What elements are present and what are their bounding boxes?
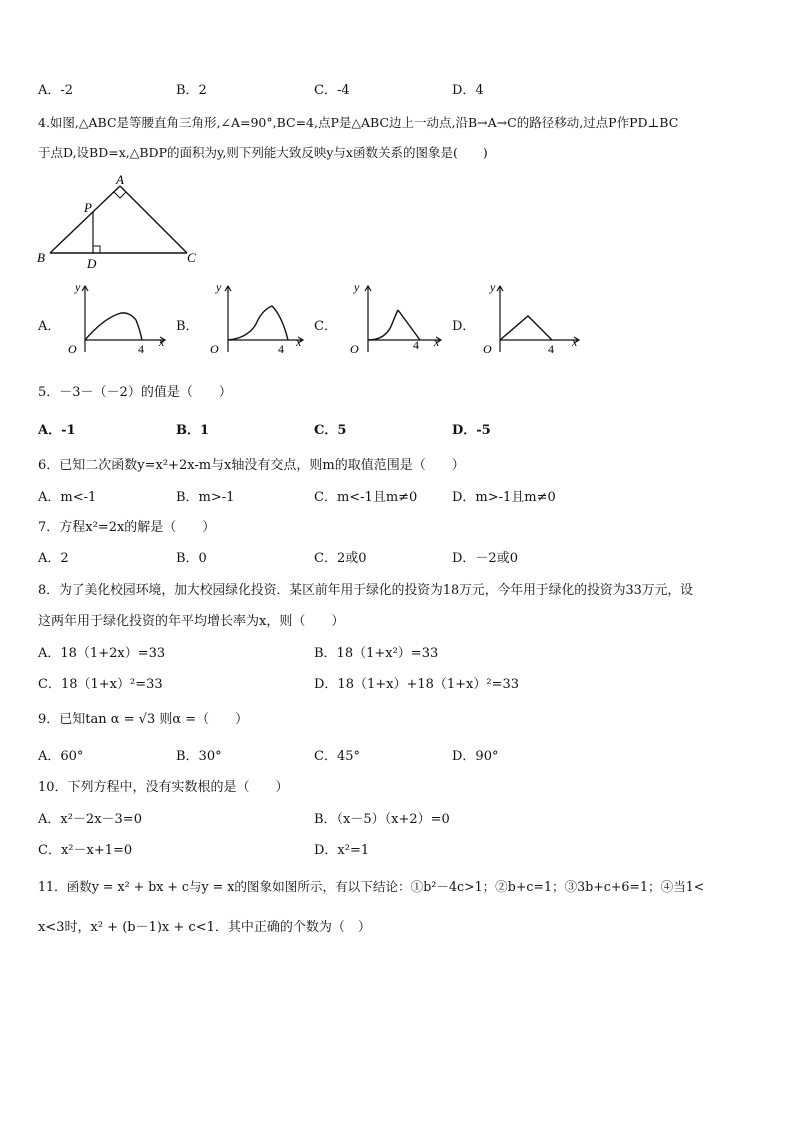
q10-option-c: C．x²－x+1=0 [38, 843, 133, 858]
svg-text:O: O [68, 342, 77, 356]
q3-option-d: D．4 [452, 83, 484, 98]
q10-stem: 10．下列方程中，没有实数根的是（ ） [38, 780, 289, 795]
svg-text:O: O [210, 342, 219, 356]
q3-option-a: A．-2 [38, 83, 74, 98]
q6-stem: 6．已知二次函数y=x²+2x-m与x轴没有交点，则m的取值范围是（ ） [38, 458, 465, 473]
q5-stem: 5．－3－（－2）的值是（ ） [38, 385, 232, 400]
svg-text:O: O [483, 342, 492, 356]
q11-stem-line1: 11．函数y = x² + bx + c与y = x的图象如图所示，有以下结论：①b²－4c>1；②b+c=1；③3b+c+6=1；④当1< [38, 879, 705, 894]
svg-text:4: 4 [138, 342, 144, 356]
q8-stem-line2: 这两年用于绿化投资的年平均增长率为x，则（ ） [38, 614, 345, 629]
label-d: D [87, 256, 97, 270]
q9-option-d: D．90° [452, 749, 499, 764]
q8-option-d: D．18（1+x）+18（1+x）²=33 [314, 677, 520, 692]
graph-c [338, 280, 448, 358]
svg-text:y: y [75, 280, 81, 294]
q5-option-c: C．5 [314, 423, 347, 438]
q7-option-d: D．－2或0 [452, 551, 518, 566]
q6-option-b: B．m>-1 [176, 490, 235, 505]
label-c: C [187, 250, 196, 265]
svg-text:O: O [350, 342, 359, 356]
q6-option-d: D．m>-1且m≠0 [452, 490, 556, 505]
svg-text:4: 4 [413, 338, 419, 352]
q8-option-a: A．18（1+2x）=33 [38, 646, 166, 661]
svg-text:y: y [216, 280, 222, 294]
label-p: P [84, 200, 92, 215]
q3-option-b: B．2 [176, 83, 207, 98]
q5-option-b: B．1 [176, 423, 210, 438]
q4-stem-line1: 4.如图,△ABC是等腰直角三角形,∠A=90°,BC=4,点P是△ABC边上一动点,沿B→A→C的路径移动,过点P作PD⊥BC [38, 115, 679, 130]
q10-option-b: B．（x－5）（x+2）=0 [314, 812, 450, 827]
graph-a [62, 280, 172, 358]
q9-option-c: C．45° [314, 749, 360, 764]
q9-option-b: B．30° [176, 749, 222, 764]
graph-d [476, 280, 586, 358]
label-b: B [37, 250, 45, 265]
svg-text:y: y [354, 280, 360, 294]
q8-stem-line1: 8．为了美化校园环境，加大校园绿化投资．某区前年用于绿化的投资为18万元，今年用于绿化的投资为33万元，设 [38, 583, 693, 598]
triangle-figure [32, 170, 202, 270]
q5-option-d: D．-5 [452, 423, 491, 438]
q7-stem: 7．方程x²=2x的解是（ ） [38, 520, 216, 535]
q3-option-c: C．-4 [314, 83, 350, 98]
label-a: A [116, 172, 124, 187]
q4-graph-letter-c: C． [314, 319, 337, 334]
q10-option-d: D．x²=1 [314, 843, 370, 858]
q8-option-c: C．18（1+x）²=33 [38, 677, 163, 692]
q7-option-c: C．2或0 [314, 551, 367, 566]
q9-stem: 9．已知tan α = √3 则α =（ ） [38, 712, 249, 727]
q7-option-b: B．0 [176, 551, 207, 566]
svg-text:x: x [572, 335, 578, 349]
q6-option-c: C．m<-1且m≠0 [314, 490, 418, 505]
q5-option-a: A．-1 [38, 423, 76, 438]
q7-option-a: A．2 [38, 551, 69, 566]
q10-option-a: A．x²－2x－3=0 [38, 812, 142, 827]
q4-stem-line2: 于点D,设BD=x,△BDP的面积为y,则下列能大致反映y与x函数关系的图象是( ) [38, 145, 488, 160]
q4-graph-letter-a: A． [38, 319, 61, 334]
q8-option-b: B．18（1+x²）=33 [314, 646, 439, 661]
svg-text:x: x [159, 335, 165, 349]
q11-stem-line2: x<3时，x² + (b－1)x + c<1．其中正确的个数为（ ） [38, 920, 371, 935]
svg-text:x: x [434, 335, 440, 349]
q6-option-a: A．m<-1 [38, 490, 97, 505]
graph-b [200, 280, 310, 358]
svg-text:4: 4 [548, 342, 554, 356]
svg-text:y: y [490, 280, 496, 294]
q4-graph-letter-b: B． [176, 319, 199, 334]
q4-graph-letter-d: D． [452, 319, 476, 334]
svg-text:4: 4 [278, 342, 284, 356]
q9-option-a: A．60° [38, 749, 84, 764]
svg-text:x: x [296, 335, 302, 349]
